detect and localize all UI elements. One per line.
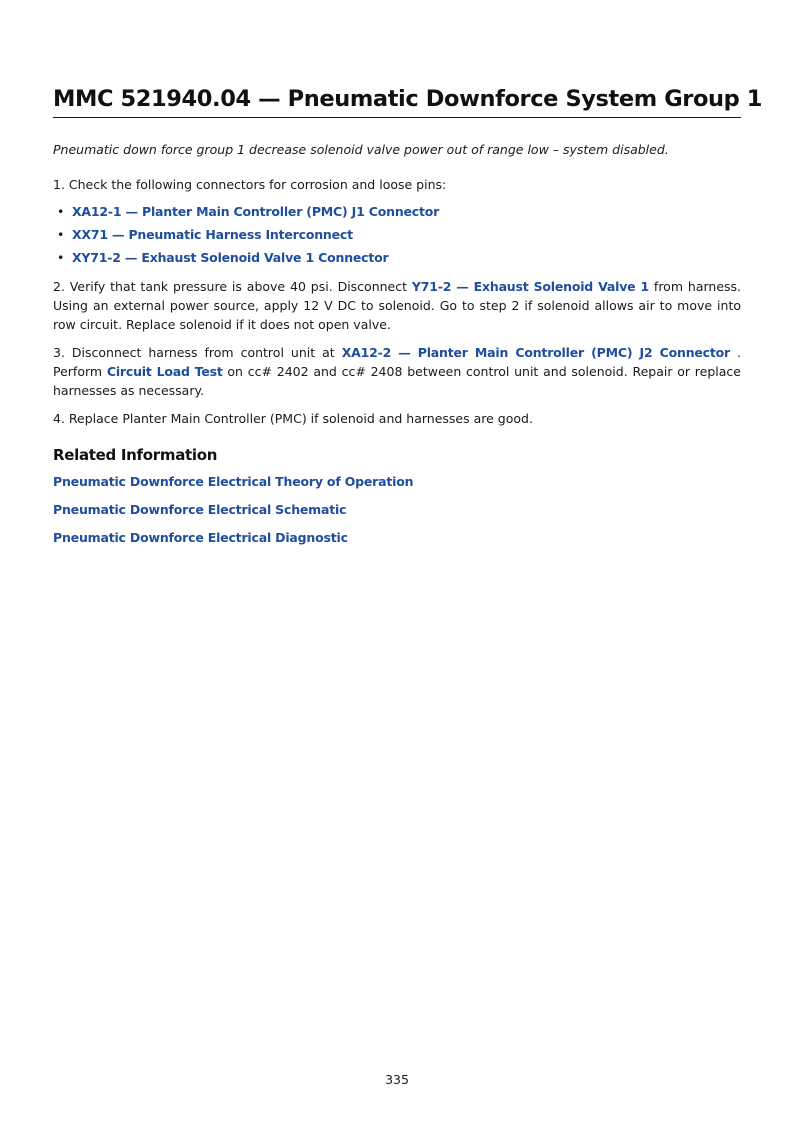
list-item [53, 225, 439, 248]
bullet-icon: • [57, 204, 65, 219]
fault-description: Pneumatic down force group 1 decrease solenoid valve power out of range low – system disabled. [53, 142, 669, 157]
related-link-diagnostic [53, 530, 348, 545]
solenoid-valve-link[interactable]: Y71-2 — Exhaust Solenoid Valve 1 [411, 279, 650, 294]
step-1-text: 1. Check the following connectors for corrosion and loose pins: [53, 177, 447, 192]
connector-link-xx71[interactable]: XX71 — Pneumatic Harness Interconnect [72, 227, 353, 242]
electrical-diagnostic-link[interactable]: Pneumatic Downforce Electrical Diagnostic [53, 530, 348, 545]
bullet-icon: • [57, 250, 65, 265]
connector-link-xa12-1[interactable]: XA12-1 — Planter Main Controller (PMC) J1 Connector [72, 204, 440, 219]
step-4-text: 4. Replace Planter Main Controller (PMC) if solenoid and harnesses are good. [53, 411, 533, 426]
page-number: 335 [385, 1072, 409, 1087]
page-title: MMC 521940.04 — Pneumatic Downforce System Group 1 [53, 86, 741, 118]
list-item [53, 202, 439, 225]
bullet-icon: • [57, 227, 65, 242]
list-item [53, 248, 439, 271]
connector-link-xa12-2[interactable]: XA12-2 — Planter Main Controller (PMC) J2 Connector [341, 345, 731, 360]
connector-list [53, 202, 439, 271]
step-3-text-mid: . Perform [53, 345, 741, 379]
step-3-text-cont: on cc# 2402 and cc# 2408 between control unit and solenoid. Repair or replace harnesses as necessary. [53, 364, 741, 398]
circuit-load-test-link[interactable]: Circuit Load Test [106, 364, 223, 379]
step-3-text: 3. Disconnect harness from control unit at [53, 345, 342, 360]
step-3 [53, 343, 741, 400]
related-information-heading: Related Information [53, 446, 218, 464]
electrical-schematic-link[interactable]: Pneumatic Downforce Electrical Schematic [53, 502, 347, 517]
theory-of-operation-link[interactable]: Pneumatic Downforce Electrical Theory of Operation [53, 474, 414, 489]
connector-link-xy71-2[interactable]: XY71-2 — Exhaust Solenoid Valve 1 Connector [72, 250, 389, 265]
step-2-text-cont: from harness. Using an external power source, apply 12 V DC to solenoid. Go to step 2 if solenoid allows air to move into row circuit. Replace solenoid if it does not open valve. [53, 279, 742, 332]
step-2 [53, 277, 741, 334]
related-link-theory [53, 474, 413, 489]
related-link-schematic [53, 502, 346, 517]
step-2-text: 2. Verify that tank pressure is above 40 psi. Disconnect [53, 279, 412, 294]
